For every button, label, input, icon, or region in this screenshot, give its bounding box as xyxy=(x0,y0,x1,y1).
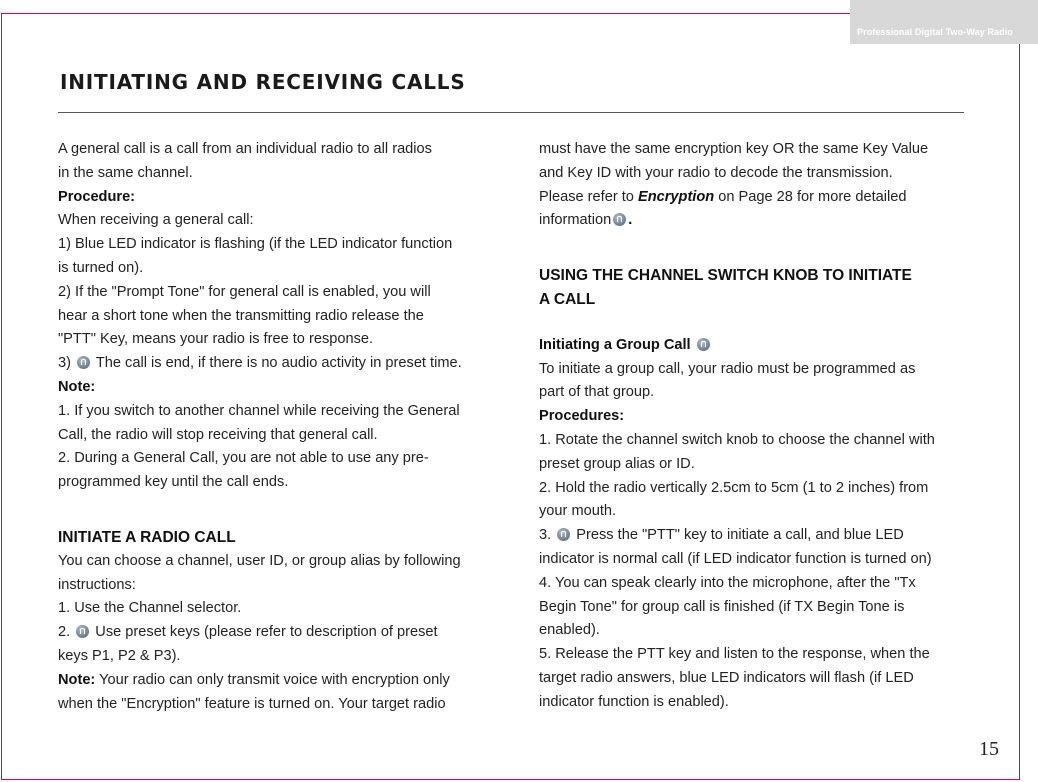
step-text: Press the "PTT" key to initiate a call, and blue LED xyxy=(576,527,904,544)
encryption-reference: Encryption xyxy=(637,188,715,205)
step-line: enabled). xyxy=(539,622,600,639)
refer-suffix: on Page 28 for more detailed xyxy=(714,188,907,205)
paragraph-line: part of that group. xyxy=(539,384,655,401)
note-line: programmed key until the call ends. xyxy=(58,474,289,491)
step-2-line xyxy=(58,621,486,645)
group-call-icon xyxy=(697,338,710,351)
note2-label: Note: xyxy=(58,671,96,688)
procedures-heading: Procedures: xyxy=(539,408,625,425)
header-tag: Professional Digital Two-Way Radio xyxy=(857,27,1013,37)
section-heading-initiate-radio-call: INITIATE A RADIO CALL xyxy=(58,528,236,546)
right-column xyxy=(539,138,967,715)
refer-prefix: Please refer to xyxy=(539,188,638,205)
info-word: information xyxy=(539,212,612,229)
page-number: 15 xyxy=(979,738,999,760)
note-line: 1. If you switch to another channel while receiving the General xyxy=(58,402,460,419)
header-tab xyxy=(850,0,1038,44)
paragraph-line: when the "Encryption" feature is turned on. Your target radio xyxy=(58,695,446,712)
paragraph-line: in the same channel. xyxy=(58,164,193,181)
paragraph-line: A general call is a call from an individual radio to all radios xyxy=(58,141,432,157)
step-3-line xyxy=(58,352,486,376)
step-3-line xyxy=(539,524,967,548)
paragraph-line: 1) Blue LED indicator is flashing (if the LED indicator function xyxy=(58,236,453,253)
step-text: Use preset keys (please refer to description of preset xyxy=(95,624,438,641)
ptt-key-icon xyxy=(557,528,570,541)
page-title: INITIATING AND RECEIVING CALLS xyxy=(60,70,466,94)
paragraph-line: 2) If the "Prompt Tone" for general call is enabled, you will xyxy=(58,283,431,300)
paragraph-line: hear a short tone when the transmitting radio release the xyxy=(58,307,424,324)
step-line: Begin Tone" for group call is finished (if TX Begin Tone is xyxy=(539,598,905,615)
section-heading-channel-switch: USING THE CHANNEL SWITCH KNOB TO INITIATE xyxy=(539,267,912,285)
preset-key-icon xyxy=(76,625,89,638)
paragraph-line: keys P1, P2 & P3). xyxy=(58,647,181,664)
procedure-heading: Procedure: xyxy=(58,188,136,205)
paragraph-line: 1. Use the Channel selector. xyxy=(58,600,242,617)
step-line: 1. Rotate the channel switch knob to choose the channel with xyxy=(539,431,935,448)
paragraph-line: "PTT" Key, means your radio is free to response. xyxy=(58,331,374,348)
paragraph-line: To initiate a group call, your radio must be programmed as xyxy=(539,360,916,377)
step-line: 5. Release the PTT key and listen to the response, when the xyxy=(539,646,930,663)
paragraph-line: When receiving a general call: xyxy=(58,212,254,229)
step-line: preset group alias or ID. xyxy=(539,455,695,472)
step-line: indicator function is enabled). xyxy=(539,693,729,710)
subheading-group-call xyxy=(539,334,967,358)
note-heading: Note: xyxy=(58,378,96,395)
paragraph-line: instructions: xyxy=(58,576,136,593)
info-end: . xyxy=(628,212,633,229)
step-line: 4. You can speak clearly into the microphone, after the "Tx xyxy=(539,574,916,591)
step-line: indicator is normal call (if LED indicator function is turned on) xyxy=(539,550,932,567)
paragraph-line: must have the same encryption key OR the same Key Value xyxy=(539,141,929,157)
left-column xyxy=(58,138,486,716)
step-text: The call is end, if there is no audio activity in preset time. xyxy=(95,355,462,372)
step-number: 3. xyxy=(539,527,552,544)
note2-line xyxy=(58,669,486,693)
paragraph-line: You can choose a channel, user ID, or group alias by following xyxy=(58,552,461,569)
info-icon xyxy=(613,213,626,226)
subheading-text: Initiating a Group Call xyxy=(539,336,691,353)
step-line: your mouth. xyxy=(539,503,617,520)
ptt-key-icon xyxy=(77,356,90,369)
title-divider xyxy=(58,112,964,113)
note-line: Call, the radio will stop receiving that general call. xyxy=(58,426,378,443)
step-line: target radio answers, blue LED indicators will flash (if LED xyxy=(539,669,914,686)
info-line xyxy=(539,209,967,233)
paragraph-line: is turned on). xyxy=(58,259,144,276)
section-heading-channel-switch-cont: A CALL xyxy=(539,290,596,308)
note-line: 2. During a General Call, you are not able to use any pre- xyxy=(58,450,429,467)
step-line: 2. Hold the radio vertically 2.5cm to 5cm (1 to 2 inches) from xyxy=(539,479,929,496)
refer-line xyxy=(539,186,967,210)
note2-text: Your radio can only transmit voice with encryption only xyxy=(95,671,450,688)
step-number: 2. xyxy=(58,624,71,641)
paragraph-line: and Key ID with your radio to decode the transmission. xyxy=(539,164,893,181)
step-number: 3) xyxy=(58,355,71,372)
